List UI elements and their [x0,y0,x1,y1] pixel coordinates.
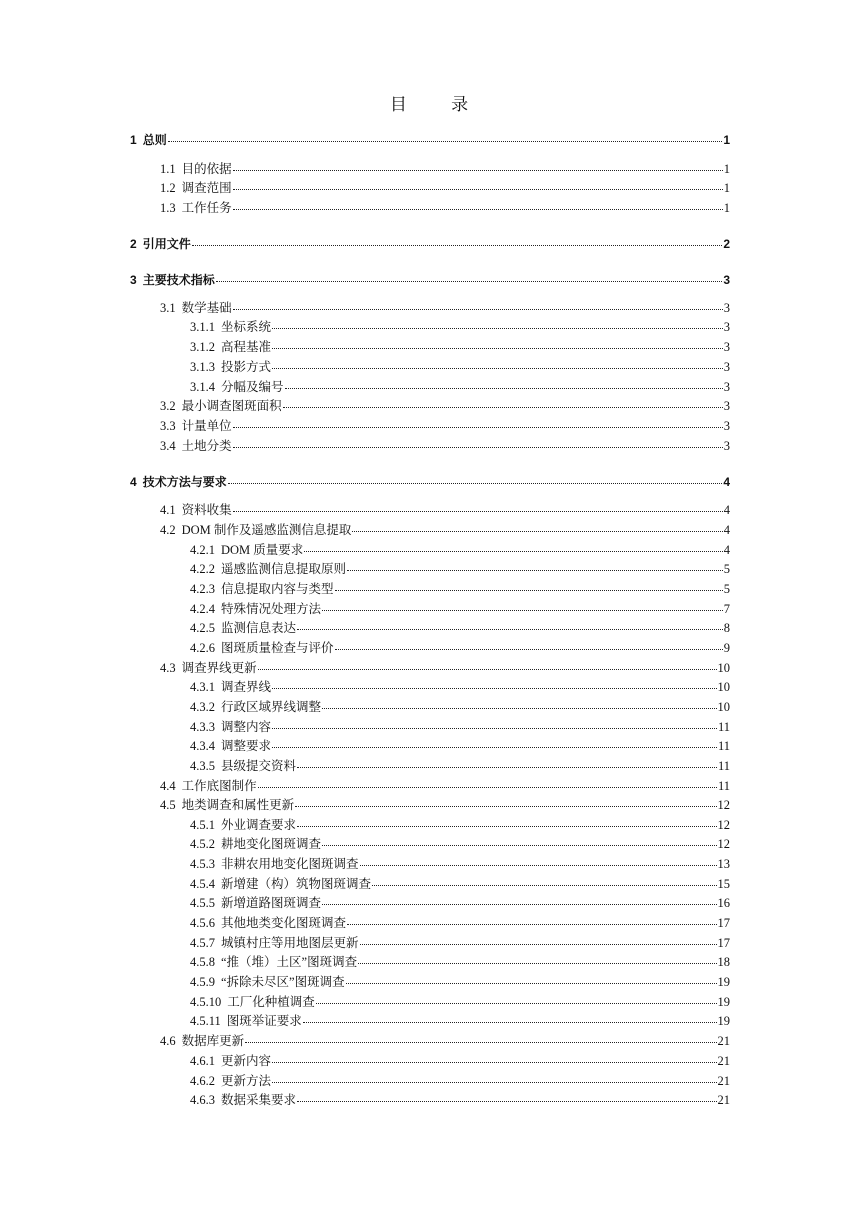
toc-entry-number: 4.3.3 [190,720,215,734]
toc-leader-dots [347,570,723,571]
toc-entry-label: 非耕农用地变化图斑调查 [221,857,359,871]
toc-entry-label: 地类调查和属性更新 [181,798,295,812]
toc-entry-page: 11 [717,779,730,793]
toc-entry[interactable] [190,600,730,616]
toc-entry-number: 3 [130,273,137,287]
toc-entry[interactable] [190,580,730,596]
toc-entry-label: 调整要求 [221,739,272,753]
toc-entry-number: 4.3.2 [190,700,215,714]
toc-entry-page: 5 [723,582,730,596]
toc-entry-label: 特殊情况处理方法 [221,602,322,616]
toc-entry[interactable] [190,318,730,334]
toc-entry[interactable] [190,698,730,714]
toc-entry-label: 数据库更新 [181,1034,245,1048]
toc-entry[interactable] [160,659,730,675]
toc-entry[interactable] [160,796,730,812]
toc-entry-label: DOM 制作及遥感监测信息提取 [181,523,352,537]
toc-entry-page: 15 [717,877,730,891]
toc-entry-number: 4 [130,475,137,489]
toc-leader-dots [272,328,723,329]
toc-entry[interactable] [190,875,730,891]
toc-entry-page: 13 [717,857,730,871]
toc-leader-dots [233,170,723,171]
toc-entry-label: 数学基础 [181,301,232,315]
toc-entry-label: 坐标系统 [221,320,272,334]
toc-entry-number: 4.5.2 [190,837,215,851]
toc-entry-number: 4.6.1 [190,1054,215,1068]
toc-leader-dots [360,865,717,866]
toc-leader-dots [272,1062,716,1063]
toc-entry[interactable] [190,560,730,576]
toc-entry-number: 3.4 [160,439,176,453]
toc-entry-page: 7 [723,602,730,616]
toc-entry-page: 2 [723,237,730,251]
toc-leader-dots [283,407,723,408]
toc-entry-page: 3 [723,419,730,433]
toc-entry-label: 县级提交资料 [221,759,297,773]
toc-entry-label: 其他地类变化图斑调查 [221,916,347,930]
toc-entry-label: 城镇村庄等用地图层更新 [221,936,359,950]
toc-entry-page: 4 [723,543,730,557]
toc-entry-label: 土地分类 [181,439,232,453]
toc-entry-number: 4.2.6 [190,641,215,655]
toc-entry-page: 3 [723,320,730,334]
toc-leader-dots [272,728,717,729]
toc-leader-dots [245,1042,716,1043]
toc-entry-page: 3 [723,360,730,374]
toc-leader-dots [316,1003,717,1004]
toc-entry-page: 10 [717,700,730,714]
toc-entry[interactable] [190,1091,730,1107]
toc-leader-dots [216,281,723,282]
toc-leader-dots [322,708,716,709]
toc-entry-page: 5 [723,562,730,576]
toc-entry-label: “拆除未尽区”图斑调查 [221,975,345,989]
toc-entry-page: 3 [723,380,730,394]
toc-leader-dots [358,963,716,964]
toc-entry-number: 1.1 [160,162,176,176]
toc-leader-dots [297,767,717,768]
toc-entry-label: 监测信息表达 [221,621,297,635]
toc-entry-number: 4.5.4 [190,877,215,891]
toc-entry[interactable] [190,835,730,851]
toc-entry-page: 21 [717,1034,730,1048]
toc-leader-dots [233,189,723,190]
toc-entry-label: 工厂化种植调查 [227,995,315,1009]
toc-entry[interactable] [160,1032,730,1048]
toc-entry-page: 1 [723,133,730,147]
toc-entry-label: 数据采集要求 [221,1093,297,1107]
toc-entry-label: 引用文件 [142,237,191,251]
toc-entry-page: 21 [717,1054,730,1068]
toc-entry-page: 4 [723,503,730,517]
toc-leader-dots [297,629,723,630]
toc-entry-page: 12 [717,818,730,832]
toc-entry-label: 资料收集 [181,503,232,517]
toc-entry-page: 18 [717,955,730,969]
toc-entry-label: 新增道路图斑调查 [221,896,322,910]
toc-entry-label: 技术方法与要求 [142,475,227,489]
toc-entry[interactable] [190,757,730,773]
toc-entry[interactable] [160,199,730,215]
toc-leader-dots [272,747,717,748]
toc-entry[interactable] [190,358,730,374]
toc-entry-number: 4.5.6 [190,916,215,930]
toc-leader-dots [322,904,716,905]
toc-leader-dots [360,944,717,945]
toc-entry-label: DOM 质量要求 [221,543,304,557]
toc-leader-dots [322,845,716,846]
toc-entry-number: 3.2 [160,399,176,413]
toc-leader-dots [295,806,716,807]
toc-entry-label: 调查界线 [221,680,272,694]
toc-leader-dots [347,924,716,925]
toc-leader-dots [272,368,723,369]
toc-entry-page: 3 [723,273,730,287]
toc-leader-dots [233,511,723,512]
toc-entry-number: 4.2.3 [190,582,215,596]
toc-entry-label: 外业调查要求 [221,818,297,832]
toc-entry[interactable] [190,541,730,557]
toc-entry-page: 8 [723,621,730,635]
toc-entry-number: 4.2 [160,523,176,537]
toc-leader-dots [322,610,723,611]
toc-entry[interactable] [190,338,730,354]
toc-entry-page: 3 [723,439,730,453]
toc-entry-page: 4 [723,475,730,489]
toc-entry[interactable] [190,993,730,1009]
toc-entry-page: 1 [723,181,730,195]
toc-leader-dots [258,787,717,788]
toc-entry-number: 3.1 [160,301,176,315]
toc-entry-page: 16 [717,896,730,910]
toc-entry[interactable] [190,973,730,989]
toc-entry[interactable] [160,417,730,433]
toc-leader-dots [304,551,722,552]
toc-entry[interactable] [190,678,730,694]
toc-title: 目 录 [389,95,489,114]
toc-leader-dots [346,983,717,984]
toc-entry-number: 4.5.7 [190,936,215,950]
toc-entry-label: “推（堆）土区”图斑调查 [221,955,358,969]
toc-entry[interactable] [160,777,730,793]
toc-entry-number: 4.3.1 [190,680,215,694]
toc-entry-number: 1.2 [160,181,176,195]
toc-leader-dots [297,1101,716,1102]
toc-entry[interactable] [130,473,730,489]
toc-entry-number: 4.4 [160,779,176,793]
toc-entry-label: 调查界线更新 [181,661,257,675]
toc-entry-page: 3 [723,399,730,413]
toc-entry-number: 4.2.2 [190,562,215,576]
toc-entry-page: 3 [723,301,730,315]
toc-entry-page: 19 [717,995,730,1009]
toc-entry-page: 11 [717,759,730,773]
toc-entry[interactable] [190,718,730,734]
toc-entry-number: 4.3.5 [190,759,215,773]
toc-leader-dots [192,245,723,246]
toc-entry-number: 4.2.1 [190,543,215,557]
toc-entry[interactable] [130,131,730,147]
toc-leader-dots [285,388,723,389]
toc-entry[interactable] [160,521,730,537]
toc-entry-label: 行政区域界线调整 [221,700,322,714]
toc-entry-number: 3.3 [160,419,176,433]
toc-entry-label: 分幅及编号 [221,380,284,394]
toc-entry-page: 1 [723,201,730,215]
toc-entry[interactable] [190,914,730,930]
toc-entry-page: 17 [717,936,730,950]
toc-leader-dots [228,483,723,484]
toc-entry-label: 新增建（构）筑物图斑调查 [221,877,372,891]
toc-entry[interactable] [190,816,730,832]
toc-entry-label: 总则 [142,133,167,147]
toc-entry[interactable] [190,1072,730,1088]
toc-entry-number: 4.5.3 [190,857,215,871]
toc-entry-label: 主要技术指标 [142,273,215,287]
toc-entry-label: 更新方法 [221,1074,272,1088]
toc-entry-label: 最小调查图斑面积 [181,399,282,413]
toc-entry-page: 4 [723,523,730,537]
toc-entry-number: 4.5.8 [190,955,215,969]
toc-entry-number: 4.1 [160,503,176,517]
toc-entry-number: 4.5.10 [190,995,222,1009]
toc-entry-label: 调整内容 [221,720,272,734]
toc-entry[interactable] [130,271,730,287]
toc-entry-page: 9 [723,641,730,655]
toc-leader-dots [372,885,716,886]
toc-entry-label: 工作底图制作 [181,779,257,793]
toc-leader-dots [335,590,723,591]
toc-entry[interactable] [190,639,730,655]
toc-entry-number: 4.5.11 [190,1014,221,1028]
toc-leader-dots [233,447,723,448]
toc-entry-label: 更新内容 [221,1054,272,1068]
toc-entry-number: 4.5.1 [190,818,215,832]
toc-entry-page: 19 [717,975,730,989]
toc-entry-number: 4.2.5 [190,621,215,635]
toc-leader-dots [272,348,723,349]
toc-entry-number: 4.3 [160,661,176,675]
toc-entry-label: 目的依据 [181,162,232,176]
toc-entry-number: 4.2.4 [190,602,215,616]
toc-entry[interactable] [190,934,730,950]
toc-entry-number: 3.1.3 [190,360,215,374]
toc-entry-number: 4.5.5 [190,896,215,910]
toc-entry-number: 4.6.3 [190,1093,215,1107]
toc-entry[interactable] [160,179,730,195]
toc-entry-page: 12 [717,798,730,812]
toc-leader-dots [233,309,723,310]
toc-leader-dots [272,1082,716,1083]
toc-entry[interactable] [160,299,730,315]
toc-entry-page: 11 [717,739,730,753]
toc-entry-number: 4.3.4 [190,739,215,753]
toc-entry-page: 11 [717,720,730,734]
toc-entry-number: 3.1.4 [190,380,215,394]
toc-entry-label: 投影方式 [221,360,272,374]
toc-entry-page: 21 [717,1093,730,1107]
toc-entry-label: 图斑举证要求 [226,1014,302,1028]
toc-entry-page: 10 [717,661,730,675]
toc-entry-label: 调查范围 [181,181,232,195]
toc-entry[interactable] [190,737,730,753]
toc-leader-dots [258,669,717,670]
toc-entry[interactable] [160,160,730,176]
toc-entry-label: 耕地变化图斑调查 [221,837,322,851]
toc-entry-label: 工作任务 [181,201,232,215]
toc-entry[interactable] [190,953,730,969]
toc-entry[interactable] [190,378,730,394]
toc-entry-label: 遥感监测信息提取原则 [221,562,347,576]
toc-entry[interactable] [190,1012,730,1028]
toc-entry[interactable] [190,1052,730,1068]
toc-leader-dots [297,826,716,827]
toc-entry-page: 12 [717,837,730,851]
toc-leader-dots [335,649,723,650]
toc-entry-page: 1 [723,162,730,176]
toc-entry-number: 4.6.2 [190,1074,215,1088]
toc-entry-number: 1 [130,133,137,147]
toc-entry-label: 高程基准 [221,340,272,354]
toc-leader-dots [233,427,723,428]
toc-entry-label: 信息提取内容与类型 [221,582,334,596]
toc-leader-dots [168,141,723,142]
toc-entry-number: 2 [130,237,137,251]
toc-entry[interactable] [160,437,730,453]
toc-entry-page: 3 [723,340,730,354]
toc-entry-page: 10 [717,680,730,694]
toc-entry-page: 19 [717,1014,730,1028]
toc-entry[interactable] [160,397,730,413]
toc-entry[interactable] [160,501,730,517]
toc-entry-number: 4.6 [160,1034,176,1048]
toc-entry-number: 4.5 [160,798,176,812]
toc-entry[interactable] [190,894,730,910]
toc-leader-dots [272,688,716,689]
toc-entry[interactable] [130,235,730,251]
toc-entry-number: 4.5.9 [190,975,215,989]
toc-entry-number: 1.3 [160,201,176,215]
toc-leader-dots [233,209,723,210]
toc-entry-label: 计量单位 [181,419,232,433]
toc-leader-dots [352,531,722,532]
toc-entry-label: 图斑质量检查与评价 [221,641,334,655]
toc-entry-page: 21 [717,1074,730,1088]
toc-entry[interactable] [190,855,730,871]
toc-entry-number: 3.1.1 [190,320,215,334]
toc-entry[interactable] [190,619,730,635]
toc-entry-page: 17 [717,916,730,930]
toc-entry-number: 3.1.2 [190,340,215,354]
toc-leader-dots [303,1022,717,1023]
